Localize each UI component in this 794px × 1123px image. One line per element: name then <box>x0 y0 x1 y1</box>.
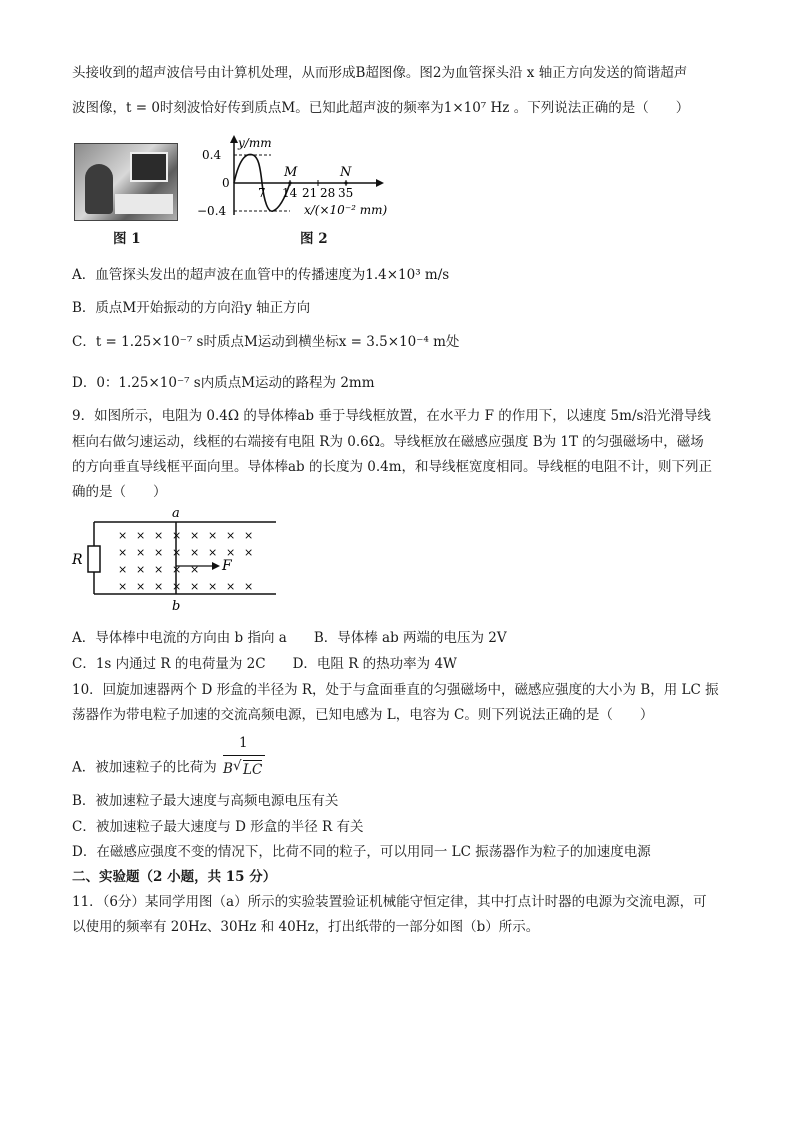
specific-charge-fraction <box>221 735 267 786</box>
field-cross: × <box>154 580 164 593</box>
fraction-numerator: 1 <box>239 735 248 751</box>
field-cross: × <box>118 546 128 559</box>
q10-option-a-prefix: A．被加速粒子的比荷为 <box>72 759 217 776</box>
q8-option-d: D．0：1.25×10⁻⁷ s内质点M运动的路程为 2mm <box>72 375 375 391</box>
sqrt-icon: √ <box>233 758 242 774</box>
field-cross: × <box>172 580 182 593</box>
field-cross: × <box>154 563 164 576</box>
field-cross: × <box>208 546 218 559</box>
field-cross: × <box>136 563 146 576</box>
point-M <box>288 181 291 184</box>
q8-option-a: A．血管探头发出的超声波在血管中的传播速度为1.4×10³ m/s <box>72 267 450 283</box>
label-M: M <box>284 165 298 180</box>
q8-option-b: B．质点M开始振动的方向沿y 轴正方向 <box>72 300 311 316</box>
field-cross: × <box>172 563 182 576</box>
field-cross: × <box>154 546 164 559</box>
point-N <box>344 181 347 184</box>
field-cross: × <box>190 580 200 593</box>
q8-option-c: C．t = 1.25×10⁻⁷ s时质点M运动到横坐标x = 3.5×10⁻⁴ m处 <box>72 334 460 350</box>
q11-line2: 以使用的频率有 20Hz、30Hz 和 40Hz，打出纸带的一部分如图（b）所示。 <box>72 919 540 935</box>
fraction-denominator-LC: LC <box>243 762 263 778</box>
x-tick-7: 7 <box>258 186 266 200</box>
field-cross: × <box>172 529 182 542</box>
field-cross: × <box>226 529 236 542</box>
q10-option-c: C．被加速粒子最大速度与 D 形盒的半径 R 有关 <box>72 819 364 835</box>
field-cross: × <box>118 529 128 542</box>
field-cross: × <box>118 563 128 576</box>
x-tick-14: 14 <box>282 186 298 200</box>
q10-option-d: D．在磁感应强度不变的情况下，比荷不同的粒子，可以用同一 LC 振荡器作为粒子的加速度电源 <box>72 844 651 860</box>
q11-line1: 11．（6分）某同学用图（a）所示的实验装置验证机械能守恒定律，其中打点计时器的电源为交流电源，可 <box>72 894 707 910</box>
fraction-denominator-B: B <box>223 761 233 777</box>
fig2-caption: 图 2 <box>300 231 328 247</box>
field-cross: × <box>118 580 128 593</box>
field-cross: × <box>244 546 254 559</box>
label-b: b <box>172 599 181 614</box>
q9-options-cd: C．1s 内通过 R 的电荷量为 2C D．电阻 R 的热功率为 4W <box>72 656 457 672</box>
y-tick-0.4: 0.4 <box>202 148 222 162</box>
field-cross: × <box>172 546 182 559</box>
y-tick-neg0.4: −0.4 <box>197 204 227 218</box>
label-a: a <box>172 506 180 521</box>
field-cross: × <box>190 563 200 576</box>
field-cross: × <box>190 529 200 542</box>
field-cross: × <box>136 546 146 559</box>
field-cross: × <box>208 529 218 542</box>
field-cross: × <box>136 580 146 593</box>
x-axis-label: x/(×10⁻² mm) <box>304 203 388 217</box>
label-F: F <box>222 558 232 574</box>
label-R: R <box>72 552 83 568</box>
fig1-caption: 图 1 <box>113 231 141 247</box>
wave-graph <box>196 135 426 221</box>
field-cross: × <box>244 580 254 593</box>
q9-line2: 框向右做匀速运动，线框的右端接有电阻 R为 0.6Ω。导线框放在磁感应强度 B为 1T 的匀强磁场中，磁场 <box>72 434 704 450</box>
label-N: N <box>340 165 352 180</box>
q9-options-ab: A．导体棒中电流的方向由 b 指向 a B．导体棒 ab 两端的电压为 2V <box>72 630 507 646</box>
field-cross: × <box>244 529 254 542</box>
q9-line4: 确的是（ ） <box>72 484 167 500</box>
field-cross: × <box>190 546 200 559</box>
q10-line1: 10．回旋加速器两个 D 形盒的半径为 R，处于与盒面垂直的匀强磁场中，磁感应强度的大小为 B，用 LC 振 <box>72 682 719 698</box>
ultrasound-photo <box>74 143 178 221</box>
q9-line3: 的方向垂直导线框平面向里。导体棒ab 的长度为 0.4m，和导线框宽度相同。导线框的电阻不计，则下列正 <box>72 459 713 475</box>
field-cross: × <box>136 529 146 542</box>
resistor-R <box>88 546 100 572</box>
field-cross: × <box>226 546 236 559</box>
q8-intro-line1: 头接收到的超声波信号由计算机处理，从而形成B超图像。图2为血管探头沿 x 轴正方向发送的简谐超声 <box>72 65 688 81</box>
field-cross: × <box>226 580 236 593</box>
x-tick-35: 35 <box>338 186 354 200</box>
field-cross: × <box>208 580 218 593</box>
field-cross: × <box>154 529 164 542</box>
y-tick-0: 0 <box>222 176 230 190</box>
q8-intro-line2: 波图像，t = 0时刻波恰好传到质点M。已知此超声波的频率为1×10⁷ Hz 。下列说法正确的是（ ） <box>72 100 690 116</box>
section-title-experiment: 二、实验题（2 小题，共 15 分） <box>72 869 277 885</box>
q10-option-a <box>72 735 267 788</box>
circuit-figure <box>66 506 286 614</box>
q10-line2: 荡器作为带电粒子加速的交流高频电源，已知电感为 L，电容为 C。则下列说法正确的是（ ） <box>72 707 654 723</box>
q10-option-b: B．被加速粒子最大速度与高频电源电压有关 <box>72 793 339 809</box>
x-tick-21: 21 <box>302 186 318 200</box>
q9-line1: 9．如图所示，电阻为 0.4Ω 的导体棒ab 垂于导线框放置，在水平力 F 的作用下，以速度 5m/s沿光滑导线 <box>72 408 711 424</box>
y-axis-label: y/mm <box>238 136 272 150</box>
x-tick-28: 28 <box>320 186 336 200</box>
